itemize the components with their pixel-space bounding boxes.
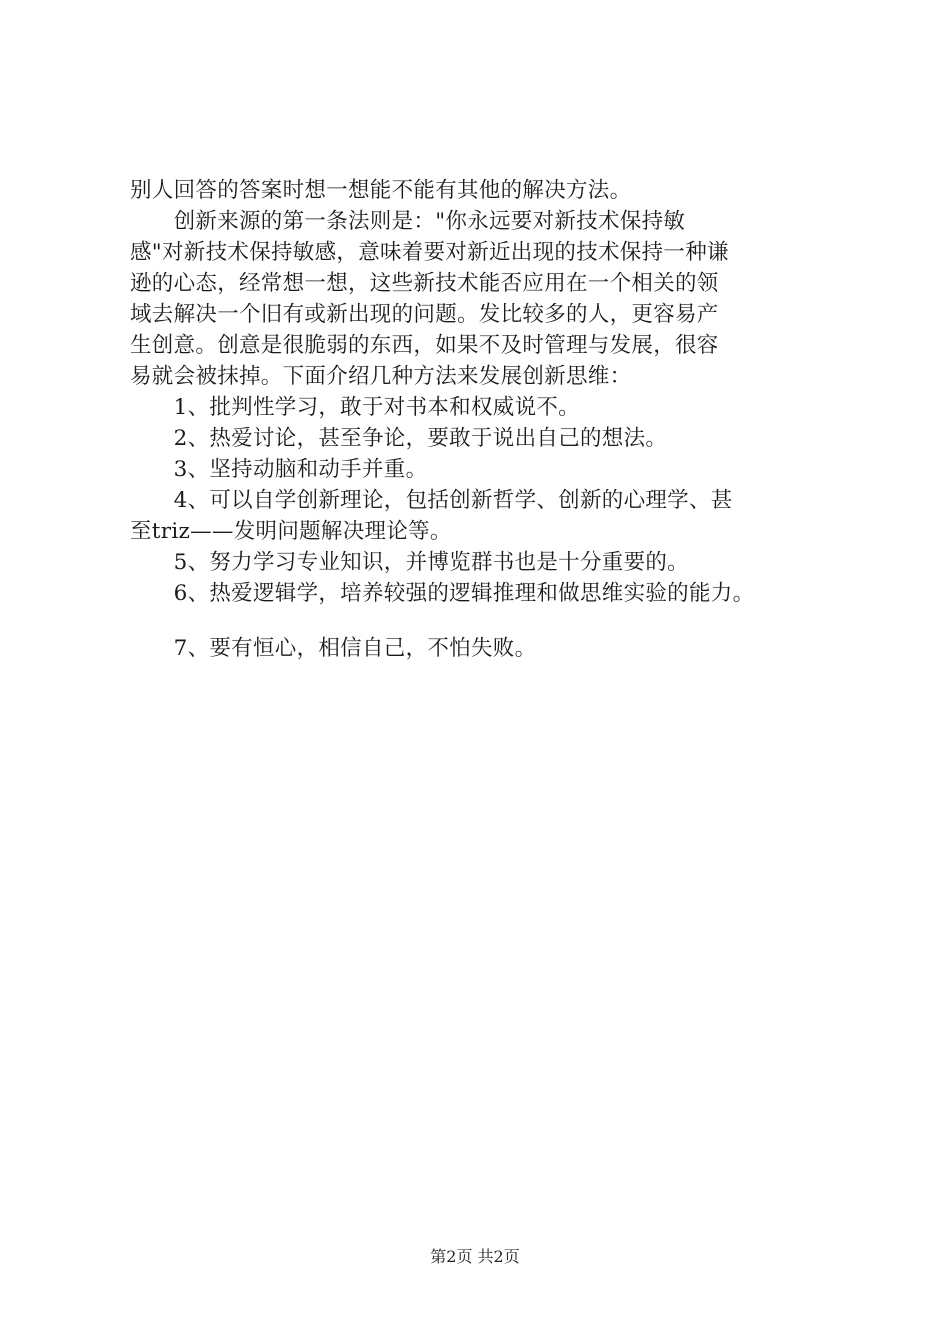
body-text-line: 逊的心态，经常想一想，这些新技术能否应用在一个相关的领 xyxy=(130,271,719,296)
list-item-4: 4、可以自学创新理论，包括创新哲学、创新的心理学、甚 xyxy=(130,488,733,513)
body-text-line: 生创意。创意是很脆弱的东西，如果不及时管理与发展，很容 xyxy=(130,333,719,358)
body-text-line: 创新来源的第一条法则是："你永远要对新技术保持敏 xyxy=(130,209,686,234)
list-item-2: 2、热爱讨论，甚至争论，要敢于说出自己的想法。 xyxy=(130,426,668,451)
list-item-4-continued: 至triz——发明问题解决理论等。 xyxy=(130,519,452,544)
list-item-5: 5、努力学习专业知识，并博览群书也是十分重要的。 xyxy=(130,550,689,575)
page-number-footer: 第2页 共2页 xyxy=(430,1247,520,1266)
body-text-line: 感"对新技术保持敏感，意味着要对新近出现的技术保持一种谦 xyxy=(130,240,729,265)
list-item-6: 6、热爱逻辑学，培养较强的逻辑推理和做思维实验的能力。 xyxy=(130,581,755,606)
body-text-line: 别人回答的答案时想一想能不能有其他的解决方法。 xyxy=(130,178,632,203)
list-item-3: 3、坚持动脑和动手并重。 xyxy=(130,457,428,482)
list-item-1: 1、批判性学习，敢于对书本和权威说不。 xyxy=(130,395,580,420)
body-text-line: 易就会被抹掉。下面介绍几种方法来发展创新思维： xyxy=(130,364,632,389)
body-text-line: 域去解决一个旧有或新出现的问题。发比较多的人，更容易产 xyxy=(130,302,719,327)
list-item-7: 7、要有恒心，相信自己，不怕失败。 xyxy=(130,636,537,661)
